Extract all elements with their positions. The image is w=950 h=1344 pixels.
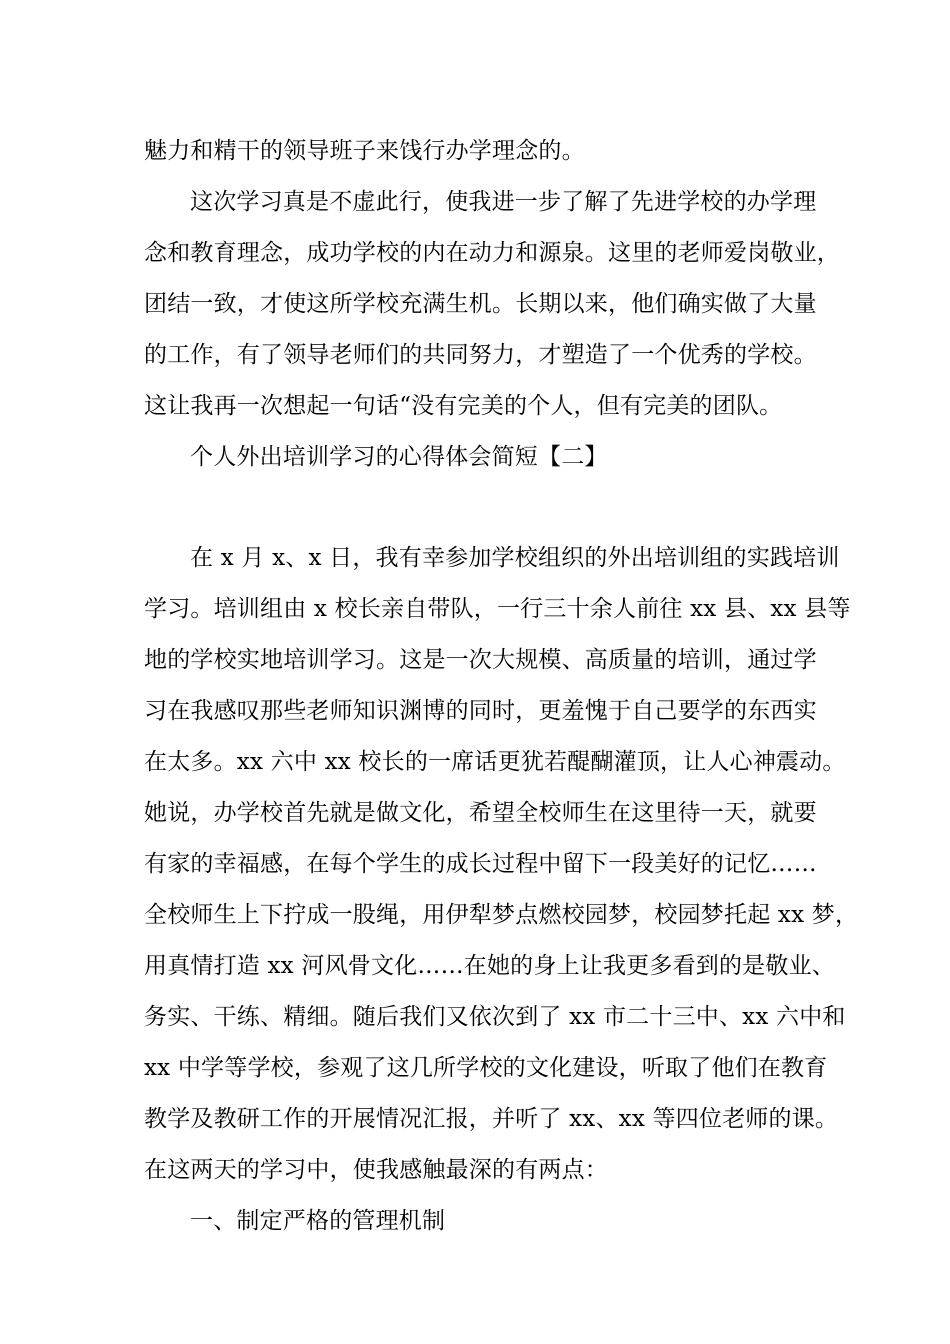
paragraph-start-line: 这次学习真是不虚此行，使我进一步了解了先进学校的办学理 (190, 189, 817, 215)
text-line: 魅力和精干的领导班子来饯行办学理念的。 (144, 138, 585, 164)
text-line: 用真情打造 xx 河风骨文化……在她的身上让我更多看到的是敬业、 (144, 953, 835, 979)
text-line: 这让我再一次想起一句话“没有完美的个人，但有完美的团队。 (144, 393, 783, 419)
paragraph-start-line: 在 x 月 x、x 日，我有幸参加学校组织的外出培训组的实践培训 (190, 545, 840, 571)
text-line: 在这两天的学习中，使我感触最深的有两点： (144, 1157, 608, 1183)
text-line: 地的学校实地培训学习。这是一次大规模、高质量的培训，通过学 (144, 647, 817, 673)
text-line: 在太多。xx 六中 xx 校长的一席话更犹若醍醐灌顶，让人心神震动。 (144, 749, 846, 775)
text-line: 的工作，有了领导老师们的共同努力，才塑造了一个优秀的学校。 (144, 342, 817, 368)
text-line: 务实、干练、精细。随后我们又依次到了 xx 市二十三中、xx 六中和 (144, 1004, 846, 1030)
text-line: 习在我感叹那些老师知识渊博的同时，更羞愧于自己要学的东西实 (144, 698, 817, 724)
text-line: xx 中学等学校，参观了这几所学校的文化建设，听取了他们在教育 (144, 1055, 828, 1081)
subsection-heading: 一、制定严格的管理机制 (190, 1208, 446, 1234)
section-heading: 个人外出培训学习的心得体会简短【二】 (190, 444, 608, 470)
text-line: 有家的幸福感，在每个学生的成长过程中留下一段美好的记忆…… (144, 851, 817, 877)
text-line: 团结一致，才使这所学校充满生机。长期以来，他们确实做了大量 (144, 291, 817, 317)
text-line: 念和教育理念，成功学校的内在动力和源泉。这里的老师爱岗敬业， (144, 240, 840, 266)
text-line: 学习。培训组由 x 校长亲自带队，一行三十余人前往 xx 县、xx 县等 (144, 596, 851, 622)
text-line: 她说，办学校首先就是做文化，希望全校师生在这里待一天，就要 (144, 800, 817, 826)
text-line: 教学及教研工作的开展情况汇报，并听了 xx、xx 等四位老师的课。 (144, 1106, 839, 1132)
text-line: 全校师生上下拧成一股绳，用伊犁梦点燃校园梦，校园梦托起 xx 梦， (144, 902, 859, 928)
